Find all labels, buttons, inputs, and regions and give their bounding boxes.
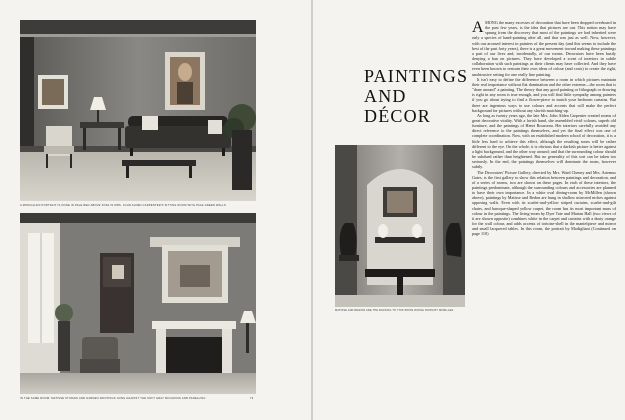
article-paragraph-4: The Decorators' Picture Gallery, directed by Mrs. Ward Cheney and Mrs. Artemus Gates, is the first gallery to show this relation between paintings and decoration, and of a series of rooms, two are shown on these pages. In each of these interiors, the paintings predominate, although the surrounding colours and accessories are planned to have their own importance. In a white oval dining-room by McMillen (shown above), paintings by Matisse and Redon are hung in shallow mirrored niches against opposing walls. Even with its scarlet-and-yellow striped curtains, scarlet-and-gilt chairs, and baroque-shaped yellow carpet, the room has its most important mass of colour in the paintings. The living-room by Dyer Tate and Marian Hall (two views of it are shown opposite) combines white in the carpet and curtains with a dusty orange for the wall colour, and adds accents of tortoise-shell in the mantelpiece and mirror and small lacquered tables. In this room, the portrait by Modigliani (Continued on page 110): [472, 169, 616, 237]
article-body: [472, 20, 616, 237]
alcove-illustration: [335, 145, 465, 307]
living-room-photo: [20, 20, 256, 201]
alcove-photo: [335, 145, 465, 307]
article-paragraph-1: AMONG the many excesses of decoration that have been dropped overboard in the past few years, is the idea that pictures are out. This notion may have sprung from the discovery that most of the paintings we had inherited were only a species of hand-painting after all, and that was just as well. Now, however, with our aroused interest in painters of the present day (and this seems to include the best of the past forty years), there is a great movement toward making these paintings a part of our lives and, incidentally, of our rooms. Decorators have been busily denying a ban on pictures. They have developed a scent of interiors in subtle collaboration with such paintings as their clients may have collected. And they have even been known to restrain their own ideas of colour (and costs) to create the right, unobtrusive setting for one really fine painting.: [472, 18, 616, 77]
living-room-caption: A MODIGLIANI PORTRAIT IS DONE IN PALE RED ABOVE SOFA IN MRS. JOHN ALDEN CARPENTER'S SITTING ROOM WITH PALE GREEN WALLS: [20, 204, 226, 207]
page-number: 73: [250, 397, 254, 400]
living-room-illustration: [20, 20, 256, 201]
left-page: [0, 0, 312, 420]
page-headline: [364, 66, 474, 126]
alcove-caption: MATISSE AND RENOIR ARE THE BACKING TO THIS WHITE DINING ROOM BY MCMILLEN: [335, 309, 454, 312]
drawing-room-photo: [20, 213, 256, 394]
drawing-room-illustration: [20, 213, 256, 394]
drawing-room-caption: IN THE SAME ROOM: MATISSE STUDIES AND GARDEN PAINTINGS HUNG AGAINST THE SOFT GRAY MOULDING AND PANELLING: [20, 397, 206, 400]
article-paragraph-3: As long as twenty years ago, the late Mrs. John Alden Carpenter created rooms of great decorative vitality. With a lavish hand, she assembled vivid colours, superb old furniture, and the paintings of Henri Rousseau. Her interiors carefully avoided any direct reference to the paintings themselves, and yet the final effect was one of complete coordination. Now, with an established modern school of decoration, it is a little less hard to achieve this effect, although the resulting room will be rather different to the eye. On the whole, it is obvious that a darkish picture is better against a light background, and the other way around; and that the surrounding colour should be subdued rather than heightened. But no generality of this sort can be taken too seriously. In the end, the paintings themselves will dominate the room, however subtly.: [472, 112, 616, 170]
article-paragraph-2: It isn't easy to define the difference between a room in which pictures maintain their real importance without flat domination and the other extreme—the room that is "done around" a painting. The theory that any good painting or lithograph or drawing is right in any room is true enough, and you will find little sympathy among painters if you go about trying to find a flower-piece to match your bedroom curtains. But there are ingenious ways to use colours and accents that will make the perfect background for pictures without any slavish matching-up.: [472, 76, 616, 113]
headline-line-2: AND DÉCOR: [364, 86, 432, 126]
drop-cap: A: [472, 18, 484, 36]
headline-line-1: PAINTINGS: [364, 66, 469, 86]
